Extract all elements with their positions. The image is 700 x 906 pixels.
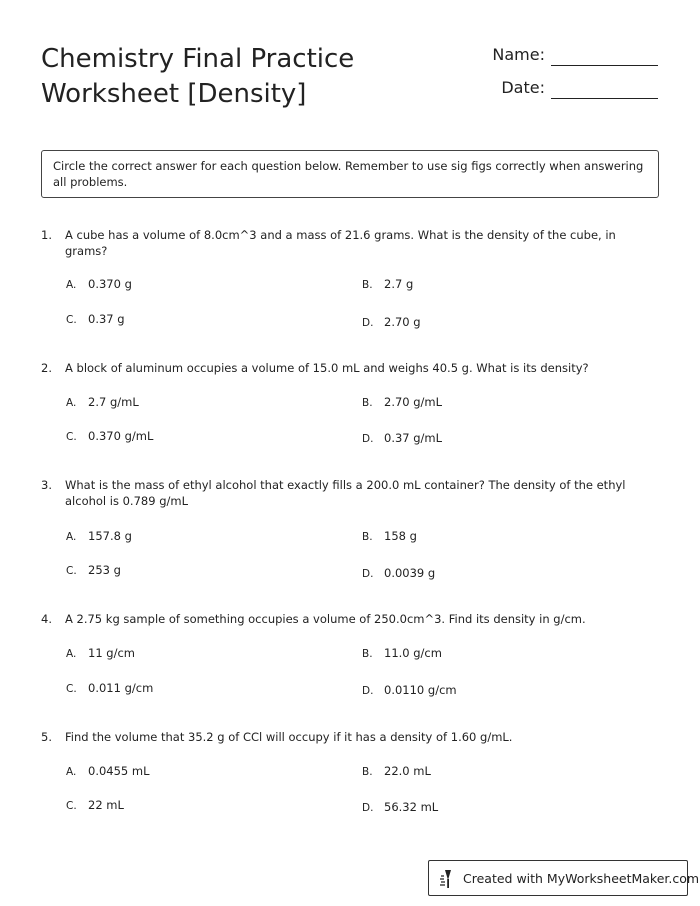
question-number: 4. xyxy=(41,612,52,626)
option-letter: C. xyxy=(66,565,77,577)
option-letter: C. xyxy=(66,431,77,443)
option-letter: A. xyxy=(66,397,77,409)
option-text: 11.0 g/cm xyxy=(384,646,442,660)
option-1c[interactable] xyxy=(66,312,125,326)
option-text: 22 mL xyxy=(88,798,124,812)
option-text: 157.8 g xyxy=(88,529,132,543)
option-letter: D. xyxy=(362,317,374,329)
date-field-line[interactable] xyxy=(551,98,658,99)
title-line-1: Chemistry Final Practice xyxy=(41,44,355,74)
question-text: A block of aluminum occupies a volume of 15.0 mL and weighs 40.5 g. What is its density? xyxy=(65,361,589,375)
date-label: Date: xyxy=(501,78,545,97)
option-letter: C. xyxy=(66,683,77,695)
option-3d[interactable] xyxy=(362,566,435,580)
option-letter: D. xyxy=(362,433,374,445)
option-letter: D. xyxy=(362,802,374,814)
option-4d[interactable] xyxy=(362,683,457,697)
option-text: 2.7 g xyxy=(384,277,414,291)
option-text: 2.7 g/mL xyxy=(88,395,139,409)
option-text: 56.32 mL xyxy=(384,800,439,814)
page-title xyxy=(41,42,354,112)
option-text: 158 g xyxy=(384,529,417,543)
option-letter: C. xyxy=(66,314,77,326)
title-line-2: Worksheet [Density] xyxy=(41,79,307,109)
date-field-label xyxy=(440,78,545,98)
option-text: 0.011 g/cm xyxy=(88,681,154,695)
option-2b[interactable] xyxy=(362,395,442,409)
created-with-badge[interactable] xyxy=(428,860,700,896)
question-text: A cube has a volume of 8.0cm^3 and a mass of 21.6 grams. What is the density of the cube, in grams? xyxy=(65,228,616,258)
option-text: 2.70 g xyxy=(384,315,421,329)
option-letter: B. xyxy=(362,279,373,291)
option-letter: A. xyxy=(66,766,77,778)
option-2d[interactable] xyxy=(362,431,442,445)
option-text: 253 g xyxy=(88,563,121,577)
pen-nib-icon xyxy=(439,869,455,889)
option-letter: A. xyxy=(66,531,77,543)
question-text: Find the volume that 35.2 g of CCl will occupy if it has a density of 1.60 g/mL. xyxy=(65,730,513,744)
option-text: 2.70 g/mL xyxy=(384,395,443,409)
option-3a[interactable] xyxy=(66,529,132,543)
option-1a[interactable] xyxy=(66,277,132,291)
option-2c[interactable] xyxy=(66,429,153,443)
option-5c[interactable] xyxy=(66,798,124,812)
option-letter: C. xyxy=(66,800,77,812)
option-4b[interactable] xyxy=(362,646,442,660)
option-text: 0.0039 g xyxy=(384,566,436,580)
question-number: 2. xyxy=(41,361,52,375)
option-letter: D. xyxy=(362,568,374,580)
name-label: Name: xyxy=(492,45,545,64)
option-text: 0.370 g xyxy=(88,277,132,291)
option-1b[interactable] xyxy=(362,277,413,291)
option-letter: B. xyxy=(362,397,373,409)
question-number: 5. xyxy=(41,730,52,744)
option-letter: A. xyxy=(66,279,77,291)
question-number: 1. xyxy=(41,228,52,242)
option-text: 0.37 g xyxy=(88,312,125,326)
option-4c[interactable] xyxy=(66,681,153,695)
question-text: What is the mass of ethyl alcohol that exactly fills a 200.0 mL container? The density of the ethyl alcohol is 0.789 g/mL xyxy=(65,478,626,508)
option-letter: A. xyxy=(66,648,77,660)
option-5a[interactable] xyxy=(66,764,150,778)
option-3b[interactable] xyxy=(362,529,417,543)
question-number: 3. xyxy=(41,478,52,492)
option-letter: D. xyxy=(362,685,374,697)
option-4a[interactable] xyxy=(66,646,135,660)
option-text: 0.37 g/mL xyxy=(384,431,443,445)
instructions-box: Circle the correct answer for each question below. Remember to use sig figs correctly when answering all problems. xyxy=(41,150,659,198)
option-5b[interactable] xyxy=(362,764,431,778)
option-letter: B. xyxy=(362,766,373,778)
option-text: 11 g/cm xyxy=(88,646,135,660)
option-3c[interactable] xyxy=(66,563,121,577)
name-field-label xyxy=(440,45,545,65)
option-letter: B. xyxy=(362,531,373,543)
question-text: A 2.75 kg sample of something occupies a volume of 250.0cm^3. Find its density in g/cm. xyxy=(65,612,586,626)
option-text: 0.0110 g/cm xyxy=(384,683,457,697)
option-letter: B. xyxy=(362,648,373,660)
name-field-line[interactable] xyxy=(551,65,658,66)
badge-text: Created with MyWorksheetMaker.com xyxy=(463,871,700,886)
option-2a[interactable] xyxy=(66,395,139,409)
option-1d[interactable] xyxy=(362,315,421,329)
option-5d[interactable] xyxy=(362,800,438,814)
option-text: 22.0 mL xyxy=(384,764,431,778)
option-text: 0.370 g/mL xyxy=(88,429,154,443)
option-text: 0.0455 mL xyxy=(88,764,150,778)
